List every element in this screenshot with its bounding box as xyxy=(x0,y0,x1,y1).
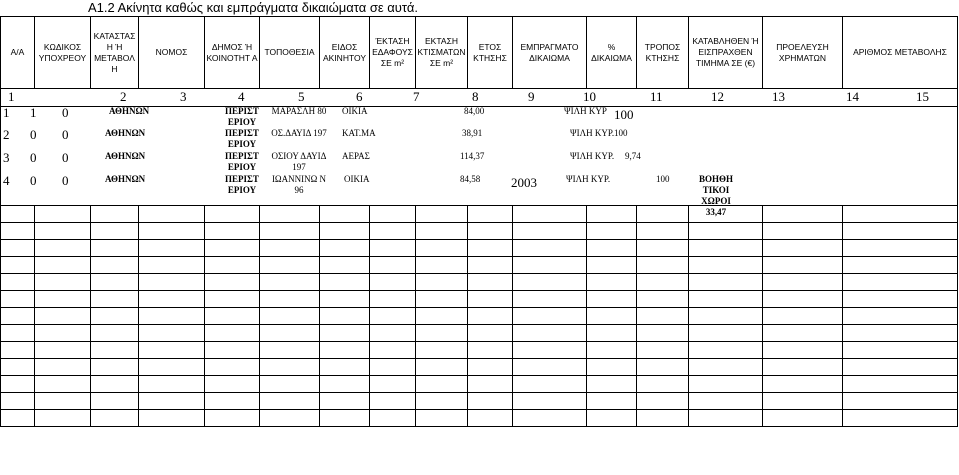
row-dikaioma: ΨΙΛΗ ΚΥΡ xyxy=(564,106,607,116)
row-dikaioma: ΨΙΛΗ ΚΥΡ. xyxy=(570,151,615,161)
column-number-10: 10 xyxy=(583,89,596,104)
header-code: ΚΩΔΙΚΟΣ ΥΠΟΧΡΕΟΥ xyxy=(35,17,91,89)
row-code: 0 xyxy=(30,173,37,188)
row-eidos: ΚΑΤ.ΜΑ xyxy=(342,128,376,138)
row-ktismata: 114,37 xyxy=(460,151,485,161)
row-status: 0 xyxy=(62,173,69,188)
row-eidos: ΟΙΚΙΑ xyxy=(344,174,370,184)
row-dimos: ΠΕΡΙΣΤ ΕΡΙΟΥ xyxy=(225,106,259,127)
row-ktismata: 84,00 xyxy=(464,106,485,116)
row-pososto: 100 xyxy=(614,107,634,122)
column-number-14: 14 xyxy=(846,89,859,104)
header-aa: Α/Α xyxy=(1,17,35,89)
header-proeleusi: ΠΡΟΕΛΕΥΣΗ ΧΡΗΜΑΤΩΝ xyxy=(763,17,843,89)
column-number-4: 4 xyxy=(238,89,245,104)
row-nomos: ΑΘΗΝΩΝ xyxy=(105,151,146,161)
row-code: 1 xyxy=(30,105,37,120)
column-number-13: 13 xyxy=(772,89,785,104)
row-aa: 4 xyxy=(3,173,10,188)
column-number-1: 1 xyxy=(8,89,15,104)
row-code: 0 xyxy=(30,150,37,165)
row-dimos: ΠΕΡΙΣΤ ΕΡΙΟΥ xyxy=(225,174,259,195)
row-status: 0 xyxy=(62,150,69,165)
row-topothesia: ΟΣΙΟΥ ΔΑΥΙΔ 197 xyxy=(271,151,327,172)
row-tropos: ΒΟΗΘΗ ΤΙΚΟΙ ΧΩΡΟΙ 33,47 xyxy=(698,174,733,217)
header-status: ΚΑΤΑΣΤΑΣ Η Ή ΜΕΤΑΒΟΛ Η xyxy=(91,17,139,89)
row-nomos: ΑΘΗΝΩΝ xyxy=(109,106,150,116)
column-number-9: 9 xyxy=(528,89,535,104)
header-etos: ΕΤΟΣ ΚΤΗΣΗΣ xyxy=(468,17,513,89)
row-aa: 2 xyxy=(3,127,10,142)
section-title: Α1.2 Ακίνητα καθώς και εμπράγματα δικαιώματα σε αυτά. xyxy=(88,0,418,15)
row-pososto: 100 xyxy=(656,174,670,184)
row-aa: 1 xyxy=(3,105,10,120)
row-nomos: ΑΘΗΝΩΝ xyxy=(105,128,146,138)
column-number-row xyxy=(1,89,958,107)
row-topothesia: ΙΩΑΝΝΙΝΩ Ν 96 xyxy=(271,174,327,195)
header-dimos: ΔΗΜΟΣ Ή ΚΟΙΝΟΤΗΤ Α xyxy=(205,17,260,89)
column-number-11: 11 xyxy=(650,89,663,104)
row-dimos: ΠΕΡΙΣΤ ΕΡΙΟΥ xyxy=(225,128,259,149)
row-ktismata: 38,91 xyxy=(462,128,483,138)
row-pososto: 100 xyxy=(614,128,628,138)
row-ktismata: 84,58 xyxy=(460,174,481,184)
assets-table xyxy=(0,16,958,427)
column-number-6: 6 xyxy=(356,89,363,104)
row-dimos: ΠΕΡΙΣΤ ΕΡΙΟΥ xyxy=(225,151,259,172)
row-pososto: 9,74 xyxy=(625,151,641,161)
row-dikaioma: ΨΙΛΗ ΚΥΡ. xyxy=(570,128,615,138)
row-eidos: ΑΕΡΑΣ xyxy=(342,151,370,161)
column-number-8: 8 xyxy=(472,89,479,104)
row-nomos: ΑΘΗΝΩΝ xyxy=(105,174,146,184)
column-number-15: 15 xyxy=(916,89,929,104)
header-timima: ΚΑΤΑΒΛΗΘΕΝ Ή ΕΙΣΠΡΑΧΘΕΝ ΤΙΜΗΜΑ ΣΕ (€) xyxy=(689,17,763,89)
row-code: 0 xyxy=(30,127,37,142)
column-number-2: 2 xyxy=(120,89,127,104)
header-edafos: ΈΚΤΑΣΗ ΕΔΑΦΟΥΣ ΣΕ m² xyxy=(370,17,416,89)
column-number-12: 12 xyxy=(711,89,724,104)
column-number-5: 5 xyxy=(298,89,305,104)
header-pososto: % ΔΙΚΑΙΩΜΑ xyxy=(587,17,637,89)
header-dikaioma: ΕΜΠΡΑΓΜΑΤΟ ΔΙΚΑΙΩΜΑ xyxy=(513,17,587,89)
row-topothesia: ΟΣ.ΔΑΥΙΔ 197 xyxy=(271,128,327,138)
row-etos: 2003 xyxy=(511,175,537,190)
header-arithmos: ΑΡΙΘΜΟΣ ΜΕΤΑΒΟΛΗΣ xyxy=(843,17,958,89)
header-topothesia: ΤΟΠΟΘΕΣΙΑ xyxy=(260,17,320,89)
row-topothesia: ΜΑΡΑΣΛΗ 80 xyxy=(271,106,327,116)
header-row xyxy=(1,17,958,89)
column-number-3: 3 xyxy=(180,89,187,104)
header-ktismata: ΕΚΤΑΣΗ ΚΤΙΣΜΑΤΩΝ ΣΕ m² xyxy=(416,17,468,89)
column-number-7: 7 xyxy=(413,89,420,104)
row-status: 0 xyxy=(62,105,69,120)
row-eidos: ΟΙΚΙΑ xyxy=(342,106,368,116)
header-nomos: ΝΟΜΟΣ xyxy=(139,17,205,89)
header-eidos: ΕΙΔΟΣ ΑΚΙΝΗΤΟΥ xyxy=(320,17,370,89)
row-aa: 3 xyxy=(3,150,10,165)
row-status: 0 xyxy=(62,127,69,142)
row-dikaioma: ΨΙΛΗ ΚΥΡ. xyxy=(566,174,611,184)
header-tropos: ΤΡΟΠΟΣ ΚΤΗΣΗΣ xyxy=(637,17,689,89)
